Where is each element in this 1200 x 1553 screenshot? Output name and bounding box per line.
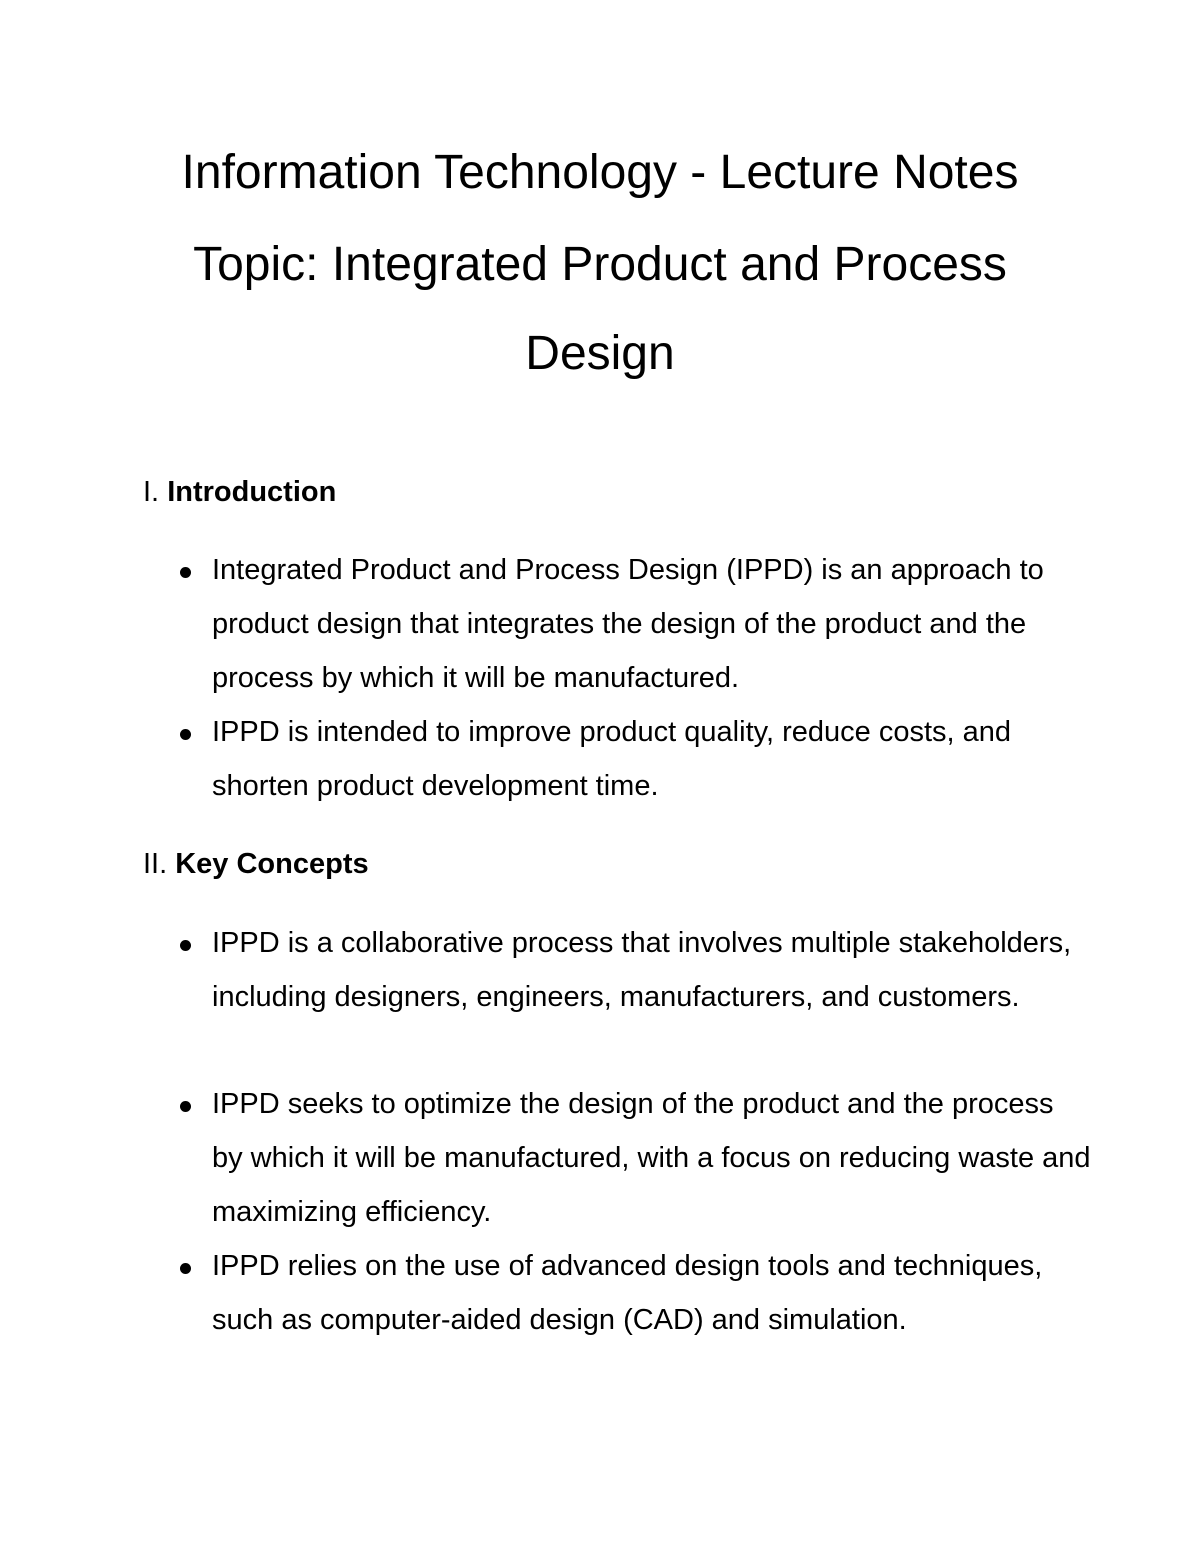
list-item: IPPD is intended to improve product quality, reduce costs, and shorten product development time.: [212, 716, 1012, 802]
section-title: Key Concepts: [175, 848, 369, 880]
section-heading-introduction: [143, 474, 336, 510]
section-numeral: II.: [143, 848, 168, 880]
section-numeral: I.: [143, 476, 160, 508]
bullet-dot-icon: [180, 940, 191, 951]
bullet-dot-icon: [180, 729, 191, 740]
list-item: Integrated Product and Process Design (IPPD) is an approach to product design that integrates the design of the product and the process by which it will be manufactured.: [212, 554, 1044, 694]
document-title-line-1: Information Technology - Lecture Notes: [181, 146, 1019, 199]
bullet-dot-icon: [180, 1101, 191, 1112]
bullet-dot-icon: [180, 1263, 191, 1274]
list-item: IPPD relies on the use of advanced design tools and techniques, such as computer-aided design (CAD) and simulation.: [212, 1250, 1043, 1336]
section-title: Introduction: [167, 476, 337, 508]
document-title-line-3: Design: [525, 327, 675, 380]
section-heading-key-concepts: [143, 846, 369, 882]
bullet-dot-icon: [180, 567, 191, 578]
list-item: IPPD seeks to optimize the design of the product and the process by which it will be manufactured, with a focus on reducing waste and maximizing efficiency.: [212, 1088, 1091, 1228]
document-title-line-2: Topic: Integrated Product and Process: [193, 238, 1007, 291]
list-item: IPPD is a collaborative process that involves multiple stakeholders, including designers, engineers, manufacturers, and customers.: [212, 927, 1072, 1013]
